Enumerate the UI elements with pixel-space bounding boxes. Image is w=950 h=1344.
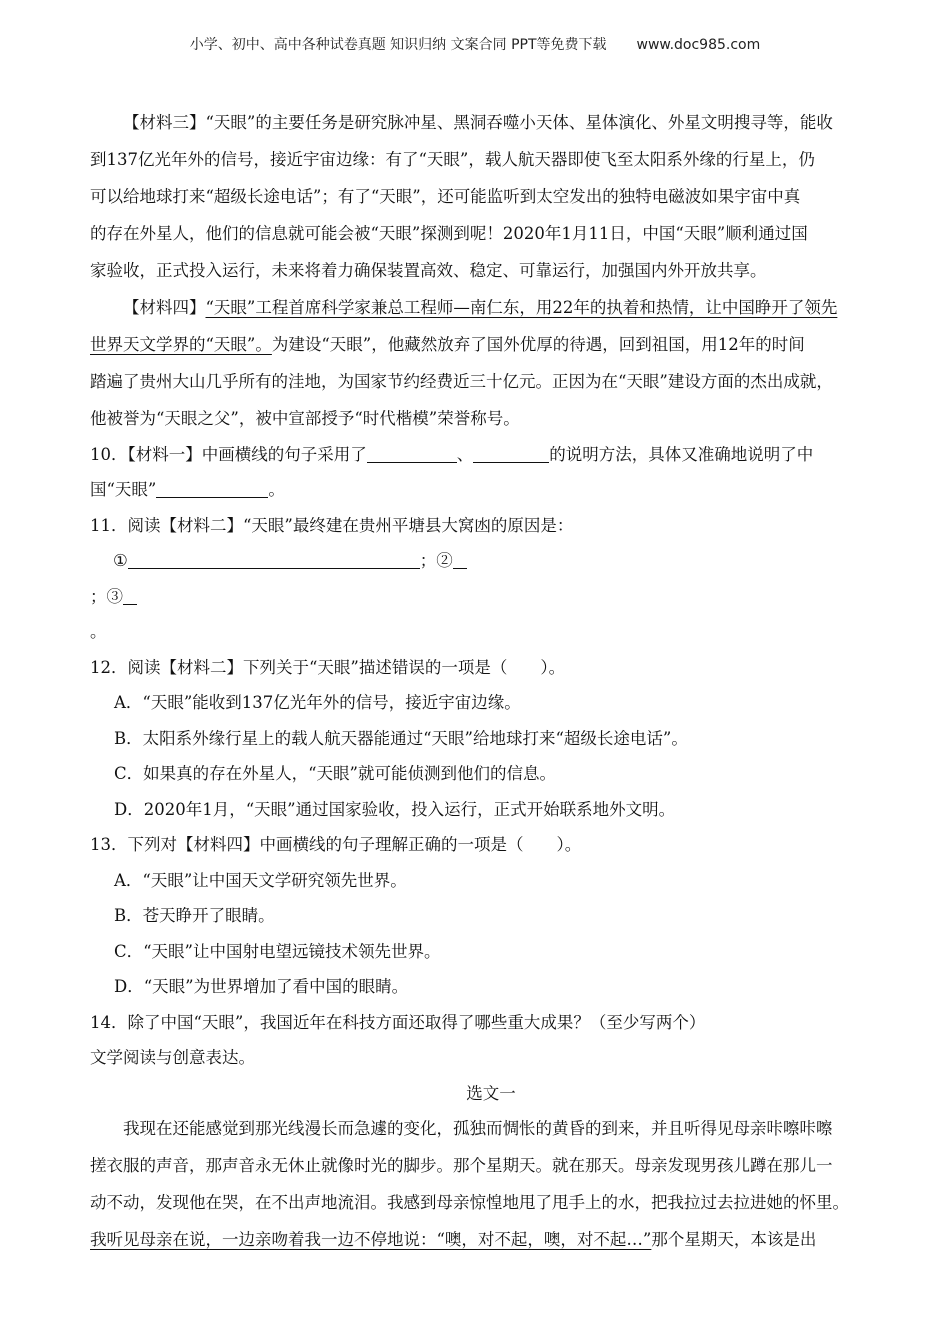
header-left-text: 小学、初中、高中各种试卷真题 知识归纳 文案合同 PPT等免费下载 — [189, 37, 607, 53]
q10-text: 、 — [456, 444, 474, 464]
option-b[interactable]: B．太阳系外缘行星上的载人航天器能通过“天眼”给地球打来“超级长途电话”。 — [114, 728, 688, 748]
passage-line — [90, 1225, 892, 1262]
material3-line: 的存在外星人，他们的信息就可能会被“天眼”探测到呢！2020年1月11日，中国“天眼”顺利通过国 — [90, 224, 808, 243]
answer-blank[interactable] — [128, 550, 420, 569]
question-11-answers — [90, 546, 892, 582]
material3-line: 到137亿光年外的信号，接近宇宙边缘：有了“天眼”，载人航天器即使飞至太阳系外缘的行星上，仍 — [90, 150, 815, 169]
q10-text: 10．【材料一】中画横线的句子采用了 — [90, 444, 367, 464]
document-body — [90, 108, 892, 1262]
page-header — [0, 34, 950, 54]
option-c[interactable]: C．如果真的存在外星人，“天眼”就可能侦测到他们的信息。 — [114, 764, 556, 783]
material3-line: 【材料三】“天眼”的主要任务是研究脉冲星、黑洞吞噬小天体、星体演化、外星文明搜寻等，能收 — [123, 113, 833, 132]
underlined-sentence: 世界天文学界的“天眼”。 — [90, 335, 272, 354]
option-d[interactable]: D．“天眼”为世界增加了看中国的眼睛。 — [114, 977, 409, 996]
material3-line: 可以给地球打来“超级长途电话”；有了“天眼”，还可能监听到太空发出的独特电磁波如果宇宙中真 — [90, 187, 801, 206]
section-intro: 文学阅读与创意表达。 — [90, 1048, 255, 1067]
passage-line: 动不动，发现他在哭，在不出声地流泪。我感到母亲惊惶地甩了甩手上的水，把我拉过去拉进她的怀里。 — [90, 1193, 849, 1212]
question-11-answers — [90, 582, 892, 618]
option-c[interactable]: C．“天眼”让中国射电望远镜技术领先世界。 — [114, 941, 441, 961]
underlined-sentence: 我听见母亲在说，一边亲吻着我一边不停地说：“噢，对不起，噢，对不起…” — [90, 1230, 652, 1249]
material3-line: 家验收，正式投入运行，未来将着力确保装置高效、稳定、可靠运行，加强国内外开放共享。 — [90, 261, 767, 280]
passage-line: 搓衣服的声音，那声音永无休止就像时光的脚步。那个星期天。就在那天。母亲发现男孩儿蹲在那儿一 — [90, 1156, 833, 1175]
answer-blank[interactable] — [453, 550, 467, 569]
q10-text: 的说明方法，具体又准确地说明了中 — [549, 444, 814, 464]
material4-line — [90, 330, 892, 367]
passage-line: 我现在还能感觉到那光线漫长而急遽的变化，孤独而惆怅的黄昏的到来，并且听得见母亲咔嚓咔嚓 — [123, 1119, 833, 1138]
option-a[interactable]: A．“天眼”能收到137亿光年外的信号，接近宇宙边缘。 — [114, 693, 521, 712]
q11-marker: ；② — [419, 551, 453, 570]
question-11: 11．阅读【材料二】“天眼”最终建在贵州平塘县大窝凼的原因是： — [90, 515, 574, 535]
material4-line — [90, 293, 892, 330]
material4-text: 为建设“天眼”，他藏然放弃了国外优厚的待遇，回到祖国，用12年的时间 — [271, 335, 805, 354]
option-a[interactable]: A．“天眼”让中国天文学研究领先世界。 — [114, 870, 407, 890]
answer-blank[interactable] — [473, 444, 549, 463]
answer-blank[interactable] — [367, 444, 457, 463]
material4-line: 踏遍了贵州大山几乎所有的洼地，为国家节约经费近三十亿元。正因为在“天眼”建设方面的杰出成就， — [90, 372, 833, 391]
material4-line: 他被誉为“天眼之父”，被中宣部授予“时代楷模”荣誉称号。 — [90, 409, 520, 428]
option-b[interactable]: B．苍天睁开了眼睛。 — [114, 906, 275, 925]
q11-marker: ；③ — [90, 586, 123, 606]
material4-label: 【材料四】 — [123, 298, 206, 317]
option-d[interactable]: D．2020年1月，“天眼”通过国家验收，投入运行，正式开始联系地外文明。 — [114, 799, 676, 819]
passage-text: 那个星期天，本该是出 — [651, 1230, 817, 1249]
question-12: 12．阅读【材料二】下列关于“天眼”描述错误的一项是（ ）。 — [90, 657, 566, 677]
section-title: 选文一 — [466, 1083, 516, 1103]
q10-text: 国“天眼” — [90, 480, 157, 499]
answer-blank[interactable] — [123, 586, 137, 605]
q11-marker: ① — [113, 551, 128, 570]
question-11-end: 。 — [90, 622, 107, 641]
answer-blank[interactable] — [156, 479, 268, 498]
question-10-cont — [90, 475, 892, 511]
question-10 — [90, 440, 892, 476]
underlined-sentence: “天眼”工程首席科学家兼总工程师—南仁东，用22年的执着和热情，让中国睁开了领先 — [205, 298, 838, 317]
header-website: www.doc985.com — [636, 37, 761, 53]
question-14: 14．除了中国“天眼”，我国近年在科技方面还取得了哪些重大成果？（至少写两个） — [90, 1012, 706, 1032]
question-13: 13．下列对【材料四】中画横线的句子理解正确的一项是（ ）。 — [90, 835, 582, 854]
q10-text: 。 — [268, 480, 285, 499]
